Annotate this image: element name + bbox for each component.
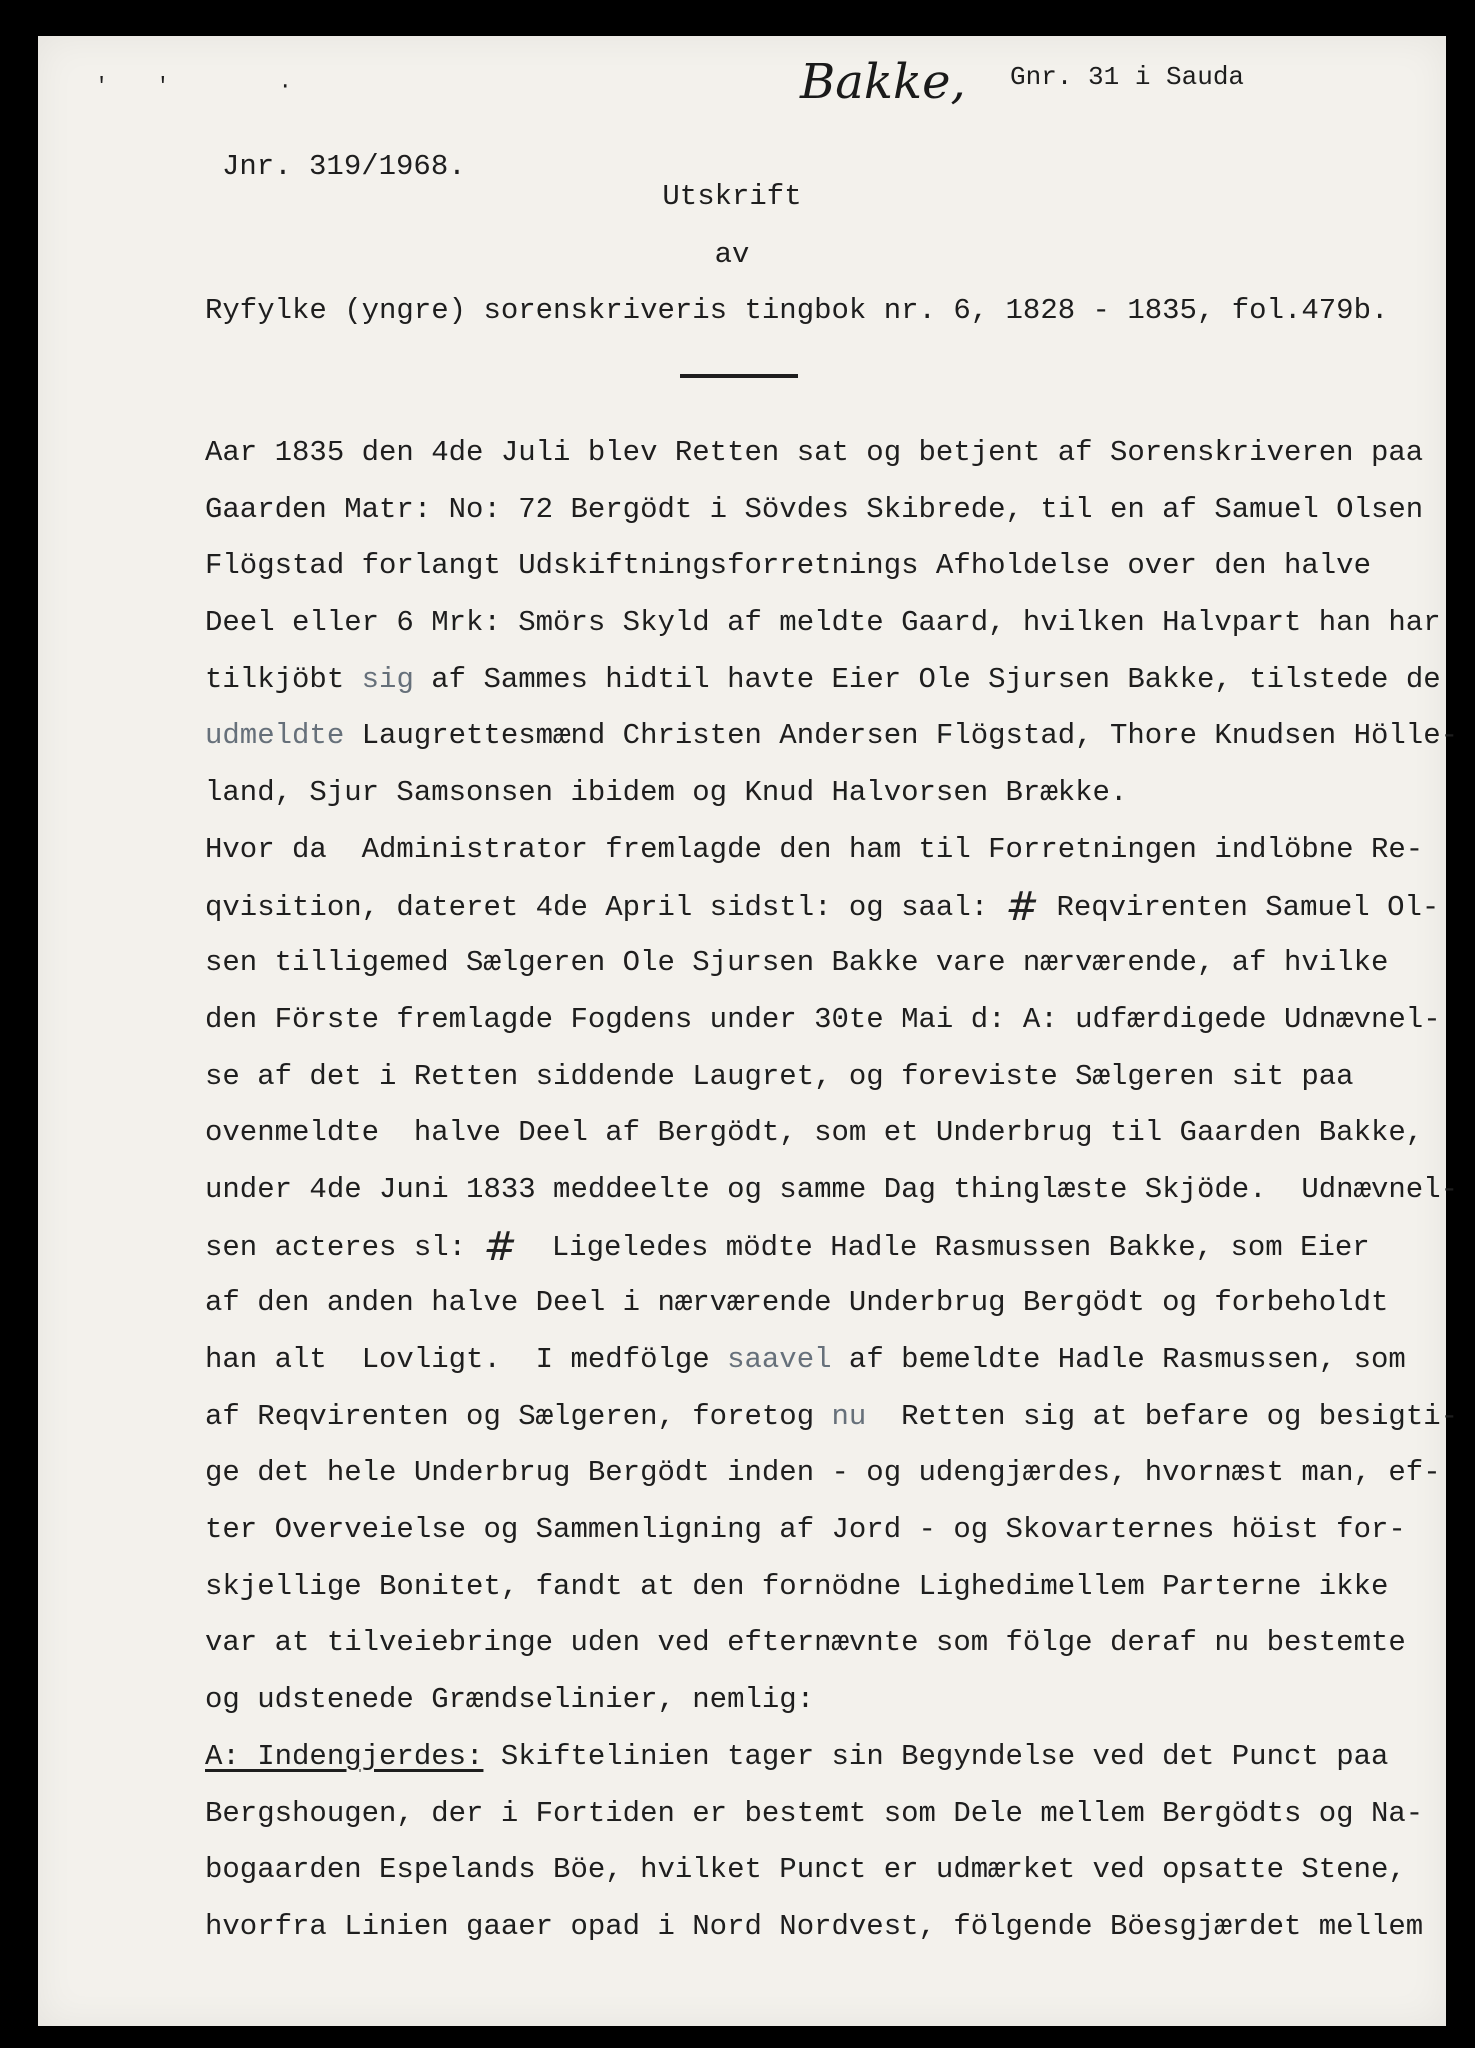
journal-number: Jnr. 319/1968. bbox=[222, 150, 466, 183]
text-segment: qvisition, dateret 4de April sidstl: og saal: bbox=[205, 890, 1006, 924]
farm-number: Gnr. 31 i Sauda bbox=[1010, 62, 1245, 92]
inserted-text: nu bbox=[831, 1399, 867, 1433]
document-subtitle: Ryfylke (yngre) sorenskriveris tingbok nr. 6, 1828 - 1835, fol.479b. bbox=[205, 294, 1389, 327]
body-line bbox=[205, 708, 1459, 765]
text-segment: af Reqvirenten og Sælgeren, foretog bbox=[205, 1399, 832, 1433]
text-segment: Skiftelinien tager sin Begyndelse ved det Punct paa bbox=[483, 1739, 1389, 1773]
inserted-text: saavel bbox=[727, 1343, 832, 1376]
body-line bbox=[205, 1219, 1415, 1276]
text-segment: tilkjöbt bbox=[205, 662, 362, 696]
handwritten-name: Bakke, bbox=[800, 54, 966, 110]
section-heading: A: Indengjerdes: bbox=[205, 1739, 484, 1773]
inserted-text: udmeldte bbox=[205, 719, 345, 753]
body-line: Bergshougen, der i Fortiden er bestemt som Dele mellem Bergödts og Na- bbox=[205, 1796, 1424, 1830]
text-segment: af Sammes hidtil havte Eier Ole Sjursen Bakke, tilstede de bbox=[413, 662, 1441, 696]
body-line: af den anden halve Deel i nærværende Underbrug Bergödt og forbeholdt bbox=[205, 1286, 1389, 1320]
body-line: var at tilveiebringe uden ved efternævnte som fölge deraf nu bestemte bbox=[205, 1626, 1406, 1660]
body-line: under 4de Juni 1833 meddeelte og samme Dag thinglæste Skjöde. Udnævnel- bbox=[205, 1172, 1459, 1206]
body-line bbox=[205, 1332, 1415, 1389]
body-line: Deel eller 6 Mrk: Smörs Skyld af meldte Gaard, hvilken Halvpart han har bbox=[205, 606, 1441, 640]
text-segment: han alt Lovligt. I medfölge bbox=[205, 1343, 728, 1376]
transcript-body bbox=[205, 425, 1459, 1956]
body-line: sen tilligemed Sælgeren Ole Sjursen Bakke vare nærværende, af hvilke bbox=[205, 946, 1389, 980]
text-segment: Retten sig at befare og besigti- bbox=[866, 1399, 1459, 1433]
title-utskrift: Utskrift bbox=[662, 180, 802, 213]
body-line bbox=[205, 652, 1441, 709]
body-line: Hvor da Administrator fremlagde den ham til Forretningen indlöbne Re- bbox=[205, 832, 1424, 866]
body-line bbox=[205, 1389, 1459, 1446]
body-line bbox=[205, 1729, 1415, 1786]
body-line: og udstenede Grændselinier, nemlig: bbox=[205, 1683, 815, 1717]
body-line: bogaarden Espelands Böe, hvilket Punct er udmærket ved opsatte Stene, bbox=[205, 1853, 1406, 1887]
body-line: se af det i Retten siddende Laugret, og foreviste Sælgeren sit paa bbox=[205, 1059, 1354, 1093]
handwritten-hash-mark: # bbox=[483, 1223, 517, 1270]
body-line: ge det hele Underbrug Bergödt inden - og udengjærdes, hvornæst man, ef- bbox=[205, 1456, 1441, 1490]
body-line bbox=[205, 879, 1440, 936]
text-segment: Laugrettesmænd Christen Andersen Flögstad, Thore Knudsen Hölle- bbox=[344, 719, 1459, 753]
handwritten-hash-mark: # bbox=[1005, 883, 1040, 930]
title-av: av bbox=[714, 238, 750, 271]
title-divider bbox=[680, 374, 798, 378]
text-segment: Reqvirenten Samuel Ol- bbox=[1039, 890, 1440, 924]
body-line: Aar 1835 den 4de Juli blev Retten sat og betjent af Sorenskriveren paa bbox=[205, 436, 1424, 469]
body-line: ter Overveielse og Sammenligning af Jord - og Skovarternes höist for- bbox=[205, 1513, 1406, 1547]
body-line: hvorfra Linien gaaer opad i Nord Nordvest, fölgende Böesgjærdet mellem bbox=[205, 1909, 1424, 1943]
text-segment: af bemeldte Hadle Rasmussen, som bbox=[831, 1343, 1406, 1376]
body-line: land, Sjur Samsonsen ibidem og Knud Halvorsen Brække. bbox=[205, 776, 1128, 810]
body-line: Flögstad forlangt Udskiftningsforretnings Afholdelse over den halve bbox=[205, 549, 1371, 583]
text-segment: Ligeledes mödte Hadle Rasmussen Bakke, som Eier bbox=[516, 1230, 1370, 1264]
body-line: Gaarden Matr: No: 72 Bergödt i Sövdes Skibrede, til en af Samuel Olsen bbox=[205, 492, 1424, 526]
body-line: ovenmeldte halve Deel af Bergödt, som et Underbrug til Gaarden Bakke, bbox=[205, 1116, 1424, 1150]
body-line: skjellige Bonitet, fandt at den fornödne Lighedimellem Parterne ikke bbox=[205, 1569, 1389, 1603]
corner-marks: '' · bbox=[95, 74, 340, 99]
inserted-text: sig bbox=[361, 662, 414, 696]
body-line: den Förste fremlagde Fogdens under 30te Mai d: A: udfærdigede Udnævnel- bbox=[205, 1002, 1441, 1036]
text-segment: sen acteres sl: bbox=[205, 1230, 484, 1264]
